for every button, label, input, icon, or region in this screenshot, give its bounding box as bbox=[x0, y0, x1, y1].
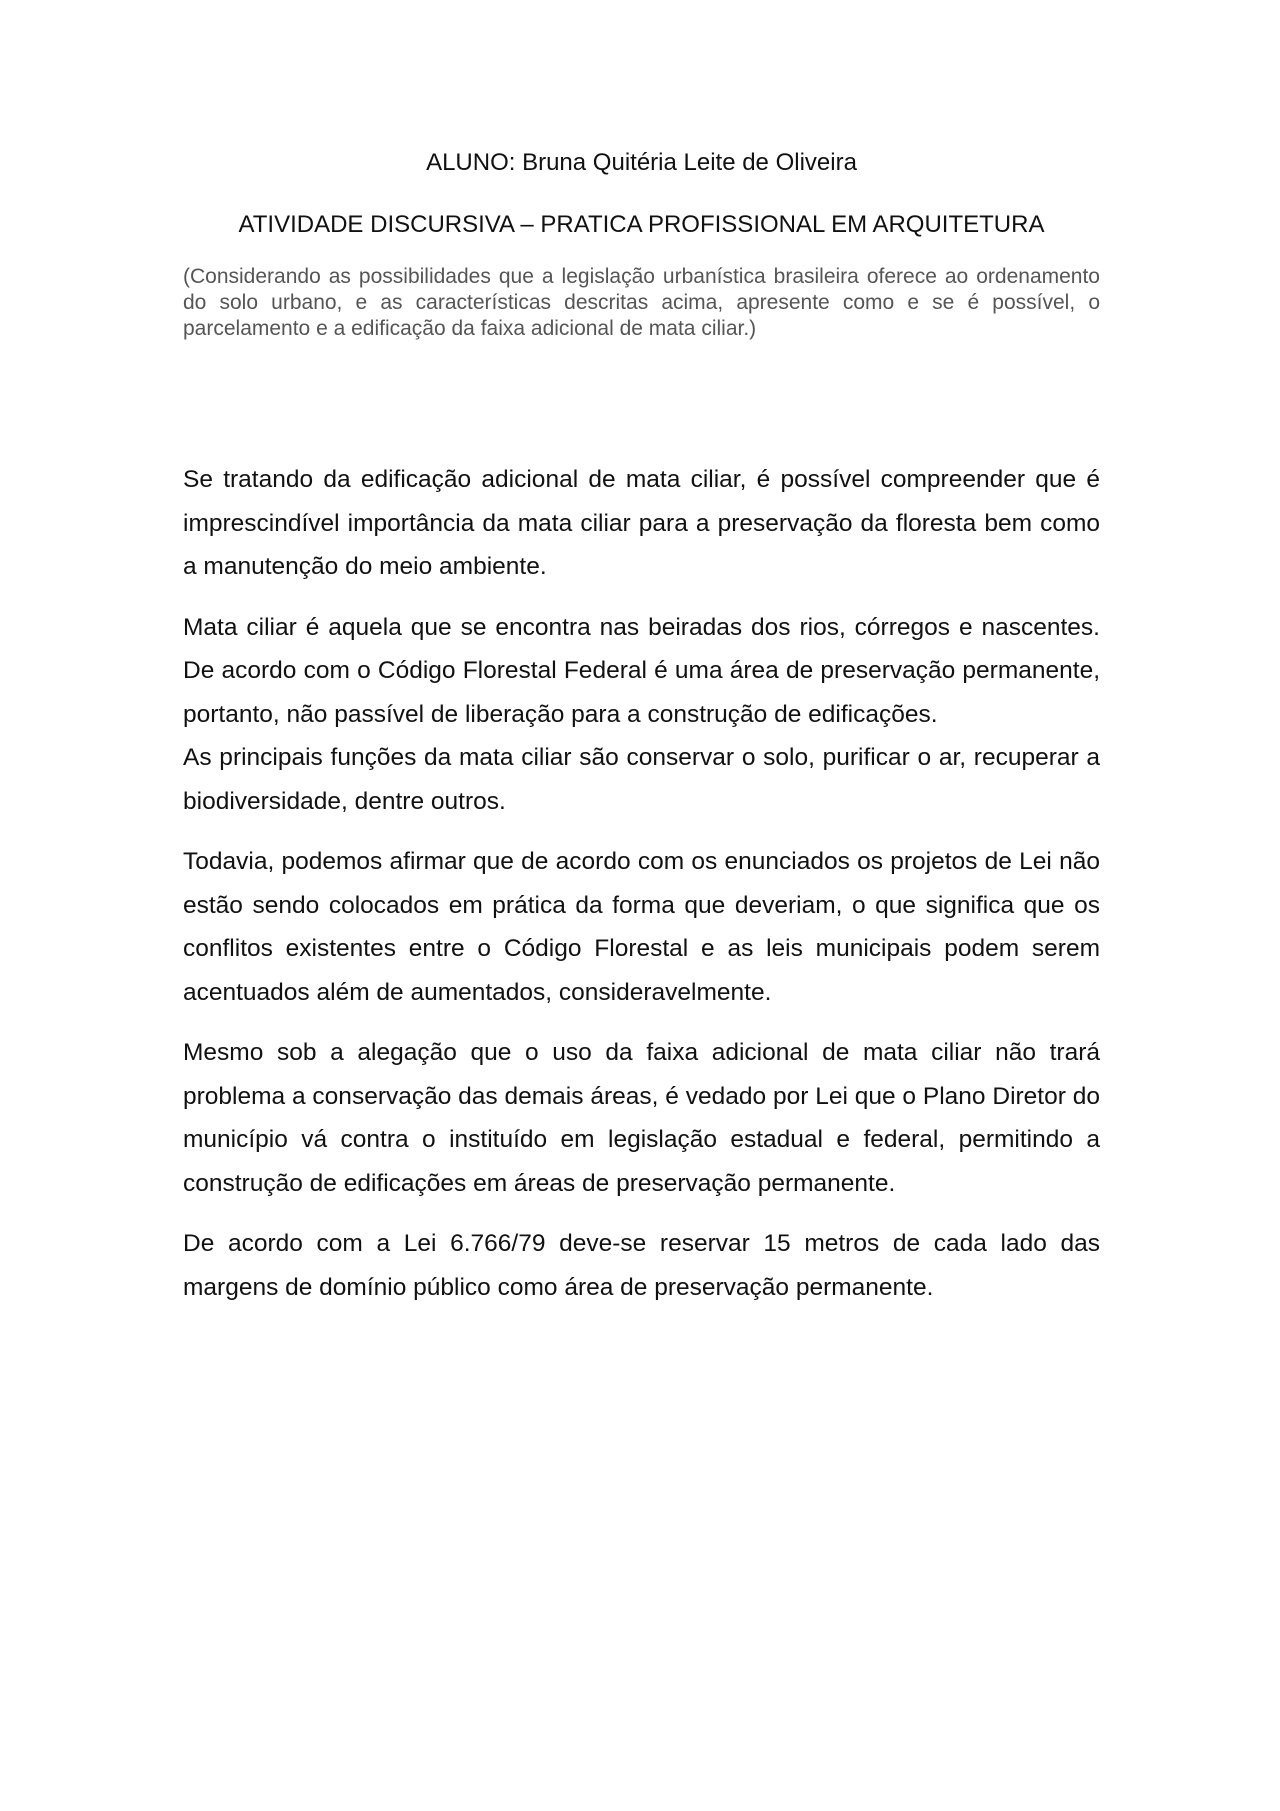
answer-paragraph-1: Se tratando da edificação adicional de mata ciliar, é possível compreender que é imprescindível importância da mata ciliar para a preservação da floresta bem como a manutenção do meio ambiente. bbox=[183, 466, 1100, 580]
answer-paragraph-2-text: Mata ciliar é aquela que se encontra nas beiradas dos rios, córregos e nascentes. De acordo com o Código Florestal Federal é uma área de preservação permanente, portanto, não passível de liberação para a construção de edificações. bbox=[183, 613, 1100, 728]
answer-body bbox=[183, 458, 1100, 1309]
answer-paragraph-5: Mesmo sob a alegação que o uso da faixa adicional de mata ciliar não trará problema a conservação das demais áreas, é vedado por Lei que o Plano Diretor do município vá contra o instituído em legislação estadual e federal, permitindo a construção de edificações em áreas de preservação permanente. bbox=[183, 1039, 1100, 1197]
student-name: ALUNO: Bruna Quitéria Leite de Oliveira bbox=[426, 149, 857, 176]
answer-paragraph-6: De acordo com a Lei 6.766/79 deve-se reservar 15 metros de cada lado das margens de domínio público como área de preservação permanente. bbox=[183, 1230, 1100, 1301]
question-prompt: (Considerando as possibilidades que a legislação urbanística brasileira oferece ao ordenamento do solo urbano, e as características descritas acima, apresente como e se é possível, o parcelamento e a edificação da faixa adicional de mata ciliar.) bbox=[183, 265, 1100, 340]
answer-paragraph-4: Todavia, podemos afirmar que de acordo com os enunciados os projetos de Lei não estão sendo colocados em prática da forma que deveriam, o que significa que os conflitos existentes entre o Código Florestal e as leis municipais podem serem acentuados além de aumentados, consideravelmente. bbox=[183, 848, 1100, 1006]
answer-paragraph-3: As principais funções da mata ciliar são conservar o solo, purificar o ar, recuperar a biodiversidade, dentre outros. bbox=[183, 744, 1100, 815]
activity-title: ATIVIDADE DISCURSIVA – PRATICA PROFISSIONAL EM ARQUITETURA bbox=[238, 211, 1045, 238]
document-content bbox=[183, 146, 1100, 1326]
answer-paragraph-2 bbox=[183, 606, 1100, 737]
